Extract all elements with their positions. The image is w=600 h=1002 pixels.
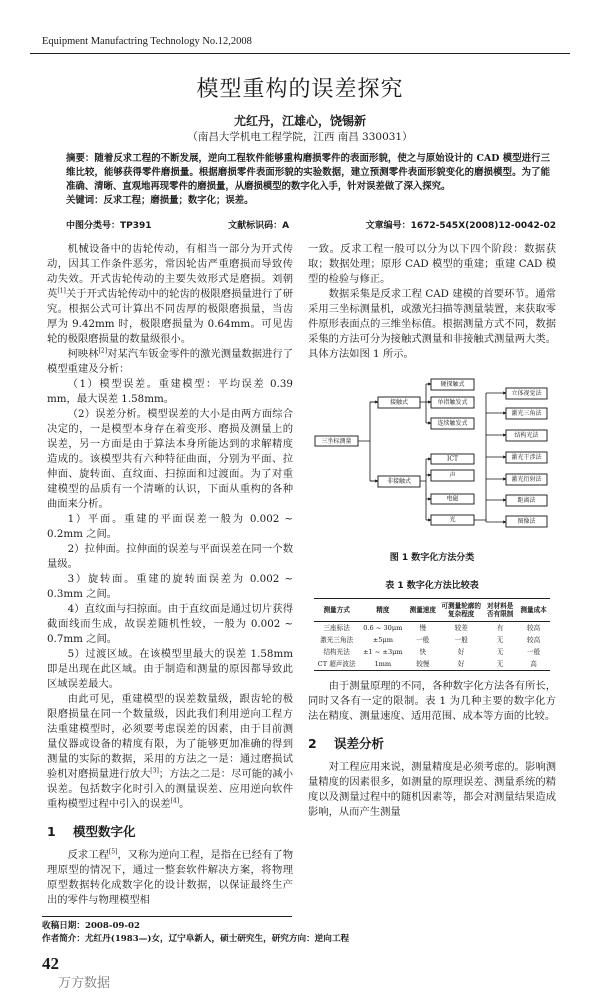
table-cell: 一般: [416, 635, 430, 644]
node-optical-method: 立体视觉法: [511, 390, 542, 397]
header-rule: [30, 53, 570, 54]
node-optical-method: 激光衍射法: [511, 476, 542, 483]
table-cell: 较慢: [416, 659, 430, 668]
paragraph: 一致。反求工程一般可以分为以下四个阶段：数据获取；数据处理；原形 CAD 模型的重建；重建 CAD 模型的检验与修正。: [308, 243, 556, 285]
table-cell: 较高: [527, 635, 541, 644]
section-title: 误差分析: [334, 736, 385, 751]
text: 柯映林: [67, 348, 99, 360]
table-cell: 无: [496, 659, 504, 668]
list-item: 5）过渡区域。在该模型里最大的误差 1.58mm 即是出现在此区域。由于制造和测量的原因都导致此区域误差最大。: [47, 648, 293, 690]
figure-caption: 图 1 数字化方法分类: [389, 553, 475, 563]
citation: [1]: [57, 287, 66, 295]
table-cell: CT 超声波法: [317, 659, 356, 668]
received-date: 收稿日期：2008-09-02: [42, 921, 140, 931]
comparison-table: [314, 598, 550, 671]
section-heading-1: [47, 824, 293, 840]
abstract-text: 随着反求工程的不断发展，逆向工程软件能够重构磨损零件的表面形貌，使之与原始设计的 CAD 模型进行三维比较，能够获得零件磨损量。根据磨损零件表面形貌的实验数据，建立预测零件表面形貌变化的磨损模型。为了能准确、清晰、直观地再现零件的磨损量，从磨损模型的数字化入手，针对误差做了深入探究。: [66, 153, 550, 192]
table-cell: 无: [496, 647, 504, 656]
classification-diagram: [308, 368, 556, 552]
table-cell: 慢: [419, 623, 427, 632]
citation: [3]: [150, 767, 159, 775]
table-row: [314, 658, 550, 671]
column-header: 对材料是否有限制: [483, 599, 517, 622]
clc-number: 中图分类号：TP391: [66, 221, 152, 231]
table-cell: 一般: [527, 647, 541, 656]
body-columns: [47, 242, 600, 908]
journal-header: Equipment Manufactring Technology No.12,2008: [42, 36, 252, 47]
table-cell: 好: [457, 659, 465, 668]
document-code: 文献标识码：A: [228, 221, 290, 231]
node-optical-method: 激光三角法: [511, 410, 542, 417]
keywords-text: 反求工程；磨损量；数字化；误差。: [103, 195, 254, 206]
node-noncontact-child: 电磁: [446, 495, 459, 503]
table-cell: 1mm: [374, 659, 392, 668]
node-contact-child: 单指触发式: [437, 399, 468, 406]
citation: [4]: [170, 797, 180, 805]
node-optical-method: 距离法: [517, 497, 536, 504]
column-header: 可测量轮廓的复杂程度: [439, 599, 483, 622]
node-contact-child: 连续触发式: [437, 420, 468, 427]
authors: 尤红丹，江雄心，饶锡新: [233, 114, 366, 128]
paper-title: 模型重构的误差探究: [196, 77, 404, 102]
table-cell: 好: [457, 647, 465, 656]
text: 对某汽车钣金零件的激光测量数据进行了模型重建及分析：: [47, 348, 294, 375]
paragraph: [47, 242, 293, 347]
node-contact-child: 硬探触式: [440, 381, 465, 388]
text: 关于开式齿轮传动中的轮齿的极限磨损量进行了研究。根据公式可计算出不同齿厚的极限磨损量，当齿厚为 9.42mm 时，极限磨损量为 0.64mm。可见齿轮的极限磨损量的数量级很小。: [47, 288, 294, 345]
node-contact: 接触式: [389, 399, 409, 406]
table-header-row: [314, 599, 550, 622]
citation: [2]: [98, 347, 108, 355]
paragraph: [47, 347, 293, 377]
abstract-label: 摘要：: [66, 153, 95, 164]
paragraph: [47, 692, 293, 812]
table-cell: 有: [496, 623, 504, 632]
table-1: [314, 598, 550, 671]
right-column: [308, 242, 556, 820]
figure-1: [308, 368, 556, 552]
page-number: 42: [42, 954, 59, 973]
column-header: 测量方式: [314, 599, 359, 622]
table-cell: 0.6 ~ 30μm: [363, 623, 403, 632]
table-row: [314, 622, 550, 635]
table-cell: 三座标法: [323, 623, 350, 632]
article-number: 文章编号：1672-545X(2008)12-0042-02: [365, 221, 556, 231]
left-column: [47, 242, 293, 908]
paragraph: （2）误差分析。模型误差的大小是由两方面综合决定的，一是模型本身存在着变形、磨损及测量上的误差，另一方面是由于算法本身所能达到的求解精度造成的。该模型共有六种特征曲面，分别为平面、拉伸面、旋转面、直纹面、扫掠面和过渡面。为了对重建模型的品质有一个清晰的认识，下面从重构的各种曲面来分析。: [47, 408, 293, 510]
text: 由此可见，重建模型的误差数量级，跟齿轮的极限磨损量在同一个数量级，因此我们利用逆向工程方法重建模型时，必须要考虑误差的因素，由于目前测量仪器或设备的精度有限，为了能够更加准确的得到测量的实际的数据，采用的方法之一是：通过磨损试验机对磨损量进行放大: [47, 693, 293, 780]
column-header: 精度: [359, 599, 406, 622]
paragraph: （1）模型误差。重建模型：平均误差 0.39 mm，最大误差 1.58mm。: [47, 378, 293, 405]
node-noncontact-child: ICT: [447, 455, 458, 463]
table-cell: 一般: [454, 635, 468, 644]
footnote-rule: [42, 916, 292, 917]
affiliation: （南昌大学机电工程学院，江西 南昌 330031）: [187, 131, 413, 143]
abstract: [66, 152, 550, 194]
classification-line: [66, 220, 556, 232]
text: 。: [179, 798, 190, 810]
node-optical-method: 结构光法: [514, 432, 539, 439]
author-bio: 作者简介：尤红丹(1983—)女，辽宁阜新人，硕士研究生，研究方向：逆向工程: [42, 934, 350, 944]
list-item: 1）平面。重建的平面误差一般为 0.002 ~ 0.2mm 之间。: [47, 513, 293, 540]
table-cell: 快: [419, 647, 427, 656]
table-cell: ±5μm: [372, 635, 393, 644]
list-item: 4）直纹面与扫掠面。由于直纹面是通过切片获得截面线而生成，故误差随机性较，一般为 0.002 ~ 0.7mm 之间。: [47, 603, 293, 645]
node-root: 三坐标测量: [321, 438, 352, 445]
keywords: [66, 194, 550, 208]
watermark: 万方数据: [58, 976, 111, 991]
paragraph: 由于测量原理的不同，各种数字化方法各有所长，同时又各有一定的限制。表 1 为几种主要的数字化方法在精度、测量速度、适用范围、成本等方面的比较。: [308, 680, 556, 722]
section-title: 模型数字化: [73, 824, 136, 839]
paragraph: 对工程应用来说，测量精度是必须考虑的。影响测量精度的因素很多，如测量的原理误差、测量系统的精度以及测量过程中的随机因素等，都会对测量结果造成影响，从而产生测量: [308, 761, 556, 818]
node-optical-method: 激光干涉法: [511, 454, 542, 461]
table-cell: ±1 ~ ±3μm: [362, 647, 403, 656]
text: ，又称为逆向工程，是指在已经有了物理原型的情况下，通过一整套软件解决方案，将物理原型数据转化成数字化的设计数据，以保证最终生产出的零件与物理模型相: [47, 849, 294, 906]
text: 机械设备中的齿轮传动，有相当一部分为开式传动，因其工作条件恶劣，常因轮齿严重磨损而导致传动失效。开式齿轮传动的主要失效形式是磨损。刘朝英: [47, 243, 293, 300]
section-heading-2: [308, 736, 556, 752]
page-footer: [42, 916, 600, 992]
section-number: 2: [308, 736, 317, 751]
list-item: 2）拉伸面。拉伸面的误差与平面误差在同一个数量级。: [47, 543, 293, 570]
section-number: 1: [47, 824, 56, 839]
table-row: [314, 646, 550, 658]
list-item: 3）旋转面。重建的旋转面误差为 0.002 ~ 0.3mm 之间。: [47, 573, 293, 600]
keywords-label: 关键词：: [66, 195, 104, 206]
column-header: 测量成本: [517, 599, 550, 622]
table-cell: 较差: [454, 623, 468, 632]
table-cell: 激光三角法: [320, 635, 354, 644]
citation: [5]: [108, 848, 118, 856]
table-cell: 较高: [527, 623, 541, 632]
node-noncontact-child: 光: [449, 516, 456, 524]
column-header: 测量速度: [406, 599, 439, 622]
table-cell: 无: [496, 635, 504, 644]
paragraph: [47, 848, 293, 908]
node-noncontact-child: 声: [449, 472, 456, 479]
text: ；方法之二是：尽可能的减小误差。包括数字化时引入的测量误差、应用逆向软件重构模型过程中引入的误差: [47, 768, 294, 810]
node-optical-method: 图像法: [517, 518, 536, 525]
paragraph: 数据采集是反求工程 CAD 建模的首要环节。通常采用三坐标测量机，或激光扫描等测量装置，来获取零件原形表面点的三维坐标值。根据测量方式不同，数据采集的方法可分为接触式测量和非接触式测量两大类。具体方法如图 1 所示。: [308, 288, 556, 360]
table-cell: 高: [530, 659, 537, 668]
node-noncontact: 非接触式: [386, 478, 412, 485]
table-row: [314, 634, 550, 646]
table-caption: 表 1 数字化方法比较表: [385, 581, 479, 591]
text: 反求工程: [67, 849, 109, 861]
table-cell: 结构光法: [323, 647, 350, 656]
